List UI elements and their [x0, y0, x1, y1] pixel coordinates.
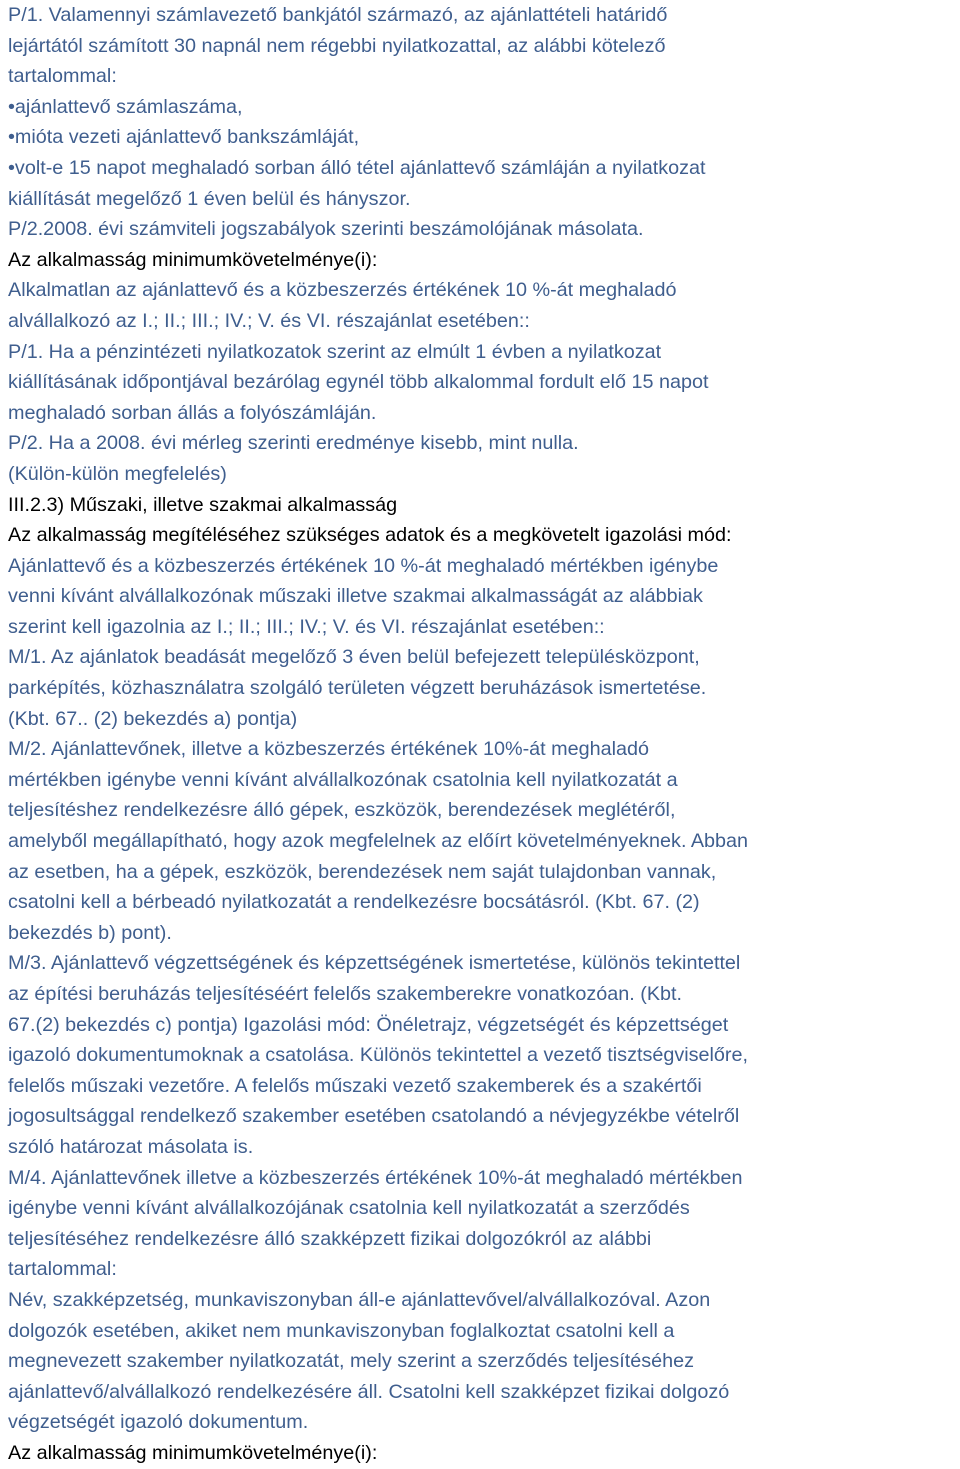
- text-line: Az alkalmasság minimumkövetelménye(i):: [8, 1441, 378, 1464]
- text-line: mértékben igénybe venni kívánt alvállalkozónak csatolnia kell nyilatkozatát a: [8, 768, 678, 791]
- text-line: (Külön-külön megfelelés): [8, 462, 227, 485]
- text-line: venni kívánt alvállalkozónak műszaki illetve szakmai alkalmasságát az alábbiak: [8, 585, 703, 608]
- text-line: 67.(2) bekezdés c) pontja) Igazolási mód: Önéletrajz, végzetségét és képzettséget: [8, 1013, 729, 1036]
- document-text-body: [8, 0, 960, 1469]
- text-line: tartalommal:: [8, 1258, 117, 1281]
- text-line: kiállítását megelőző 1 éven belül és hányszor.: [8, 187, 411, 210]
- text-line: amelyből megállapítható, hogy azok megfelelnek az előírt követelményeknek. Abban: [8, 830, 749, 853]
- text-line: Ajánlattevő és a közbeszerzés értékének 10 %-át meghaladó mértékben igénybe: [8, 554, 719, 577]
- text-line: Név, szakképzetség, munkaviszonyban áll-e ajánlattevővel/alvállalkozóval. Azon: [8, 1288, 711, 1311]
- text-line: P/2. Ha a 2008. évi mérleg szerinti eredménye kisebb, mint nulla.: [8, 432, 579, 455]
- text-line: M/1. Az ajánlatok beadását megelőző 3 éven belül befejezett településközpont,: [8, 646, 700, 669]
- text-line: meghaladó sorban állás a folyószámláján.: [8, 401, 377, 424]
- text-line: III.2.3) Műszaki, illetve szakmai alkalmasság: [8, 493, 398, 516]
- text-line: parképítés, közhasználatra szolgáló területen végzett beruházások ismertetése.: [8, 677, 707, 700]
- text-line: lejártától számított 30 napnál nem régebbi nyilatkozattal, az alábbi kötelező: [8, 34, 666, 57]
- text-line: igazoló dokumentumoknak a csatolása. Különös tekintettel a vezető tisztségviselőre,: [8, 1044, 749, 1067]
- text-line: megnevezett szakember nyilatkozatát, mely szerint a szerződés teljesítéséhez: [8, 1350, 695, 1373]
- text-line: teljesítéséhez rendelkezésre álló szakképzett fizikai dolgozókról az alábbi: [8, 1227, 652, 1250]
- text-line: végzetségét igazoló dokumentum.: [8, 1411, 309, 1434]
- text-line: felelős műszaki vezetőre. A felelős műszaki vezető szakemberek és a szakértői: [8, 1074, 702, 1097]
- text-line: szóló határozat másolata is.: [8, 1135, 254, 1158]
- text-line: P/2.2008. évi számviteli jogszabályok szerinti beszámolójának másolata.: [8, 218, 644, 241]
- text-line: P/1. Valamennyi számlavezető bankjától származó, az ajánlattételi határidő: [8, 4, 668, 26]
- text-line: M/3. Ajánlattevő végzettségének és képzettségének ismertetése, különös tekintettel: [8, 952, 741, 975]
- text-line: P/1. Ha a pénzintézeti nyilatkozatok szerint az elmúlt 1 évben a nyilatkozat: [8, 340, 662, 363]
- text-line: teljesítéshez rendelkezésre álló gépek, eszközök, berendezések meglétéről,: [8, 799, 676, 822]
- text-line: az esetben, ha a gépek, eszközök, berendezések nem saját tulajdonban vannak,: [8, 860, 717, 883]
- text-line: dolgozók esetében, akiket nem munkaviszonyban foglalkoztat csatolni kell a: [8, 1319, 675, 1342]
- text-line: alvállalkozó az I.; II.; III.; IV.; V. és VI. részajánlat esetében::: [8, 309, 530, 332]
- text-line: kiállításának időpontjával bezárólag egynél több alkalommal fordult elő 15 napot: [8, 371, 709, 394]
- text-line: szerint kell igazolnia az I.; II.; III.; IV.; V. és VI. részajánlat esetében::: [8, 615, 605, 638]
- text-line: M/4. Ajánlattevőnek illetve a közbeszerzés értékének 10%-át meghaladó mértékben: [8, 1166, 743, 1189]
- text-line: jogosultsággal rendelkező szakember esetében csatolandó a névjegyzékbe vételről: [8, 1105, 740, 1128]
- text-line: az építési beruházás teljesítéséért felelős szakemberekre vonatkozóan. (Kbt.: [8, 983, 683, 1005]
- text-line: •volt-e 15 napot meghaladó sorban álló tétel ajánlattevő számláján a nyilatkozat: [8, 156, 706, 179]
- text-line: Az alkalmasság minimumkövetelménye(i):: [8, 248, 378, 271]
- text-line: •ajánlattevő számlaszáma,: [8, 95, 243, 118]
- text-line: Az alkalmasság megítéléséhez szükséges adatok és a megkövetelt igazolási mód:: [8, 524, 732, 547]
- text-line: igénybe venni kívánt alvállalkozójának csatolnia kell nyilatkozatát a szerződés: [8, 1197, 690, 1220]
- text-line: ajánlattevő/alvállalkozó rendelkezésére áll. Csatolni kell szakképzet fizikai dolgozó: [8, 1380, 730, 1403]
- text-line: M/2. Ajánlattevőnek, illetve a közbeszerzés értékének 10%-át meghaladó: [8, 738, 650, 761]
- text-line: Alkalmatlan az ajánlattevő és a közbeszerzés értékének 10 %-át meghaladó: [8, 279, 677, 302]
- text-line: csatolni kell a bérbeadó nyilatkozatát a rendelkezésre bocsátásról. (Kbt. 67. (2): [8, 891, 700, 914]
- text-line: •mióta vezeti ajánlattevő bankszámláját,: [8, 126, 360, 149]
- text-line: (Kbt. 67.. (2) bekezdés a) pontja): [8, 707, 298, 730]
- text-line: tartalommal:: [8, 65, 117, 88]
- text-line: bekezdés b) pont).: [8, 921, 172, 944]
